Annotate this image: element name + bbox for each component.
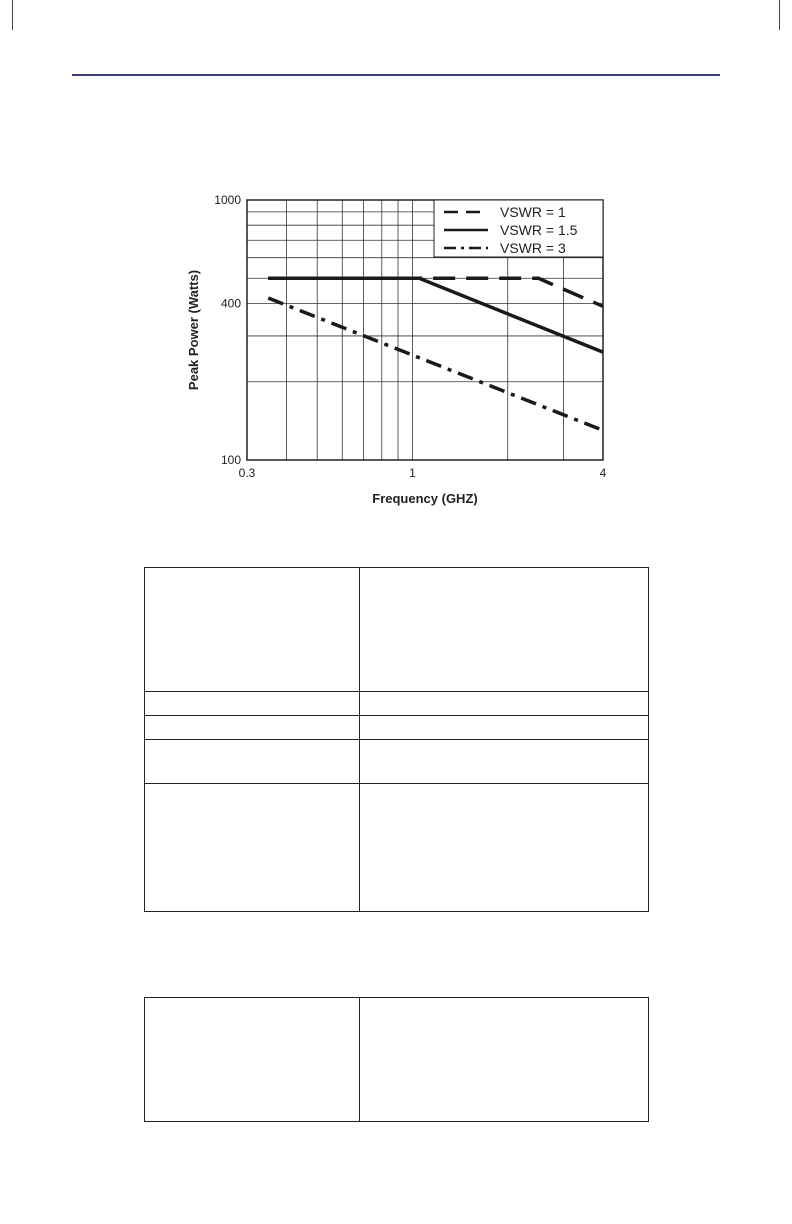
table-row	[145, 716, 649, 740]
table-cell	[360, 568, 649, 692]
table-cell	[360, 692, 649, 716]
peak-power-chart	[0, 0, 792, 540]
y-tick-label: 100	[220, 453, 241, 467]
series-line-2	[268, 278, 603, 352]
x-axis-title: Frequency (GHZ)	[372, 491, 478, 506]
series-line-3	[268, 298, 603, 430]
table-row	[145, 568, 649, 692]
table-cell	[360, 716, 649, 740]
table-cell	[145, 568, 360, 692]
table-cell	[145, 784, 360, 912]
spec-table-2	[144, 997, 649, 1122]
table-row	[145, 740, 649, 784]
table-row	[145, 998, 649, 1122]
table-cell	[145, 740, 360, 784]
spec-table-1	[144, 567, 649, 912]
y-axis-title: Peak Power (Watts)	[186, 269, 201, 391]
y-tick-label: 1000	[214, 193, 241, 207]
table-cell	[145, 692, 360, 716]
table-row	[145, 784, 649, 912]
legend-label-2: VSWR = 1.5	[500, 222, 578, 238]
chart-legend	[434, 200, 603, 257]
table-row	[145, 692, 649, 716]
table-cell	[145, 716, 360, 740]
x-tick-label: 0.3	[238, 466, 256, 480]
table-cell	[145, 998, 360, 1122]
legend-label-3: VSWR = 3	[500, 240, 566, 256]
x-tick-label: 1	[409, 466, 416, 480]
legend-label-1: VSWR = 1	[500, 204, 566, 220]
table-cell	[360, 998, 649, 1122]
y-tick-label: 400	[220, 296, 241, 311]
chart-series	[268, 278, 603, 430]
series-line-1	[268, 278, 603, 306]
table-cell	[360, 740, 649, 784]
x-tick-label: 4	[599, 466, 607, 480]
table-cell	[360, 784, 649, 912]
